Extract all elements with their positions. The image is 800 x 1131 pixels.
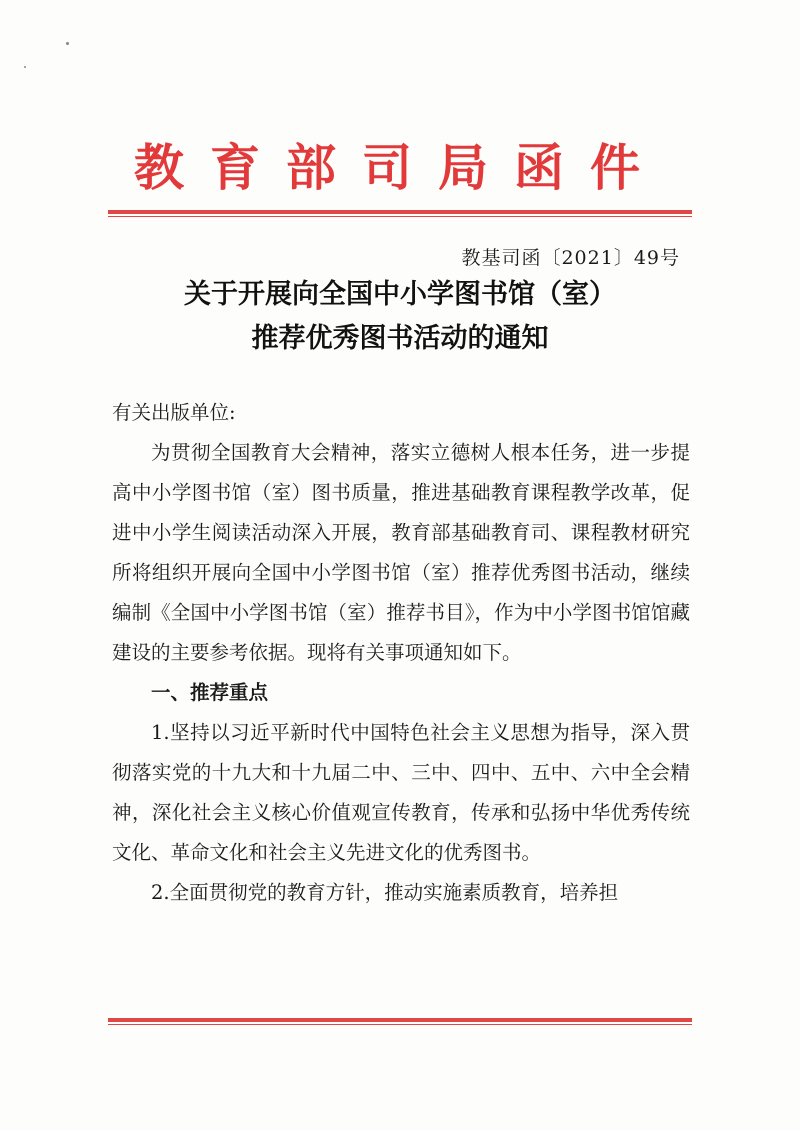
list-item: 2.全面贯彻党的教育方针，推动实施素质教育，培养担 (151, 881, 619, 904)
section-heading-recommendation-focus: 一、推荐重点 (151, 681, 269, 704)
salutation: 有关出版单位: (112, 401, 236, 424)
letterhead-rule-bottom (108, 1018, 692, 1025)
document-title (0, 273, 800, 361)
scan-speck (24, 66, 26, 68)
paragraph-intro: 为贯彻全国教育大会精神，落实立德树人根本任务，进一步提高中小学图书馆（室）图书质量，推进基础教育课程教学改革，促进中小学生阅读活动深入开展，教育部基础教育司、课程教材研究所将组织开展向全国中小学图书馆（室）推荐优秀图书活动，继续编制《全国中小学图书馆（室）推荐书目》，作为中小学图书馆馆藏建设的主要参考依据。现将有关事项通知如下。 (112, 441, 690, 664)
letterhead-rule-top (108, 210, 692, 217)
document-title-line1: 关于开展向全国中小学图书馆（室） (184, 279, 616, 310)
document-number: 教基司函〔2021〕49号 (461, 247, 680, 269)
letterhead-title: 教育部司局函件 (134, 139, 666, 197)
scan-speck (66, 42, 69, 45)
list-item: 1.坚持以习近平新时代中国特色社会主义思想为指导，深入贯彻落实党的十九大和十九届二中、三中、四中、五中、六中全会精神，深化社会主义核心价值观宣传教育，传承和弘扬中华优秀传统文化、革命文化和社会主义先进文化的优秀图书。 (112, 721, 690, 864)
document-title-line2: 推荐优秀图书活动的通知 (251, 323, 549, 354)
document-body (112, 393, 690, 913)
